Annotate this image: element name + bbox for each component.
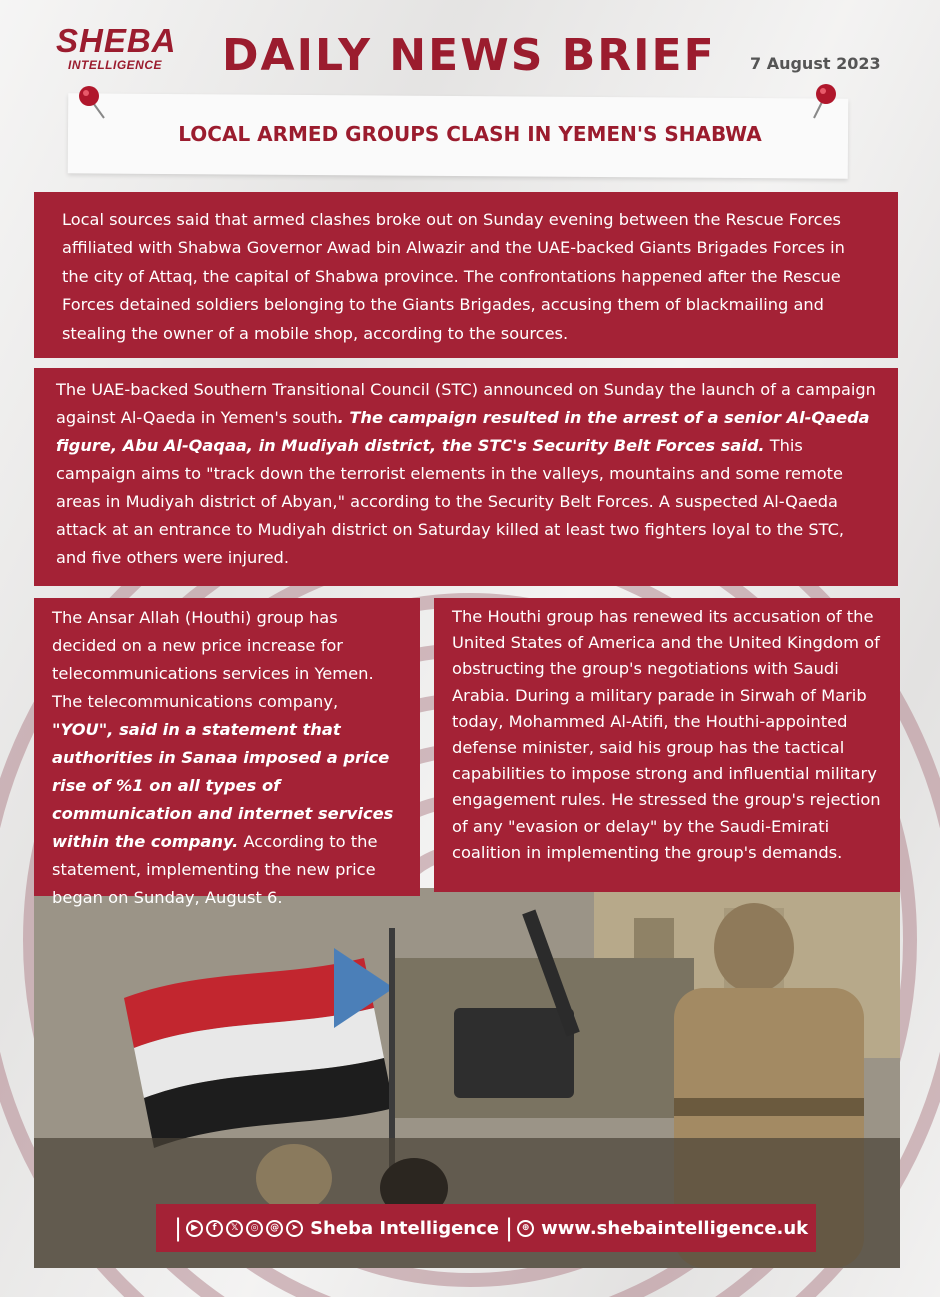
issue-date: 7 August 2023 xyxy=(750,54,881,73)
sheba-logo xyxy=(56,24,196,74)
divider: | xyxy=(174,1214,183,1242)
article-text-emphasis: . The campaign resulted in the arrest of a senior Al-Qaeda figure, Abu Al-Qaqaa, in Mudiyah district, the STC's Security Belt Forces said. xyxy=(56,408,870,455)
facebook-icon[interactable]: f xyxy=(206,1220,223,1237)
x-icon[interactable]: 𝕏 xyxy=(226,1220,243,1237)
article-text xyxy=(56,376,876,572)
telegram-icon[interactable]: ➤ xyxy=(286,1220,303,1237)
website-link[interactable]: www.shebaintelligence.uk xyxy=(541,1217,809,1239)
article-text: The Houthi group has renewed its accusation of the United States of America and the United Kingdom of obstructing the group's negotiations with Saudi Arabia. During a military parade in Sirwah of Marib today, Mohammed Al-Atifi, the Houthi-appointed defense minister, said his group has the tactical capabilities to impose strong and influential military engagement rules. He stressed the group's rejection of any "evasion or delay" by the Saudi-Emirati coalition in implementing the group's demands. xyxy=(452,607,881,862)
divider: | xyxy=(505,1214,514,1242)
article-text-lead: The Ansar Allah (Houthi) group has decided on a new price increase for telecommunications services in Yemen. The telecommunications company, xyxy=(52,608,374,711)
article-rescue-forces-clash xyxy=(34,192,898,358)
logo-wordmark: SHEBA xyxy=(56,22,177,59)
threads-icon[interactable]: @ xyxy=(266,1220,283,1237)
article-stc-campaign xyxy=(34,368,898,586)
article-telecom-price-rise xyxy=(34,598,420,907)
logo-subtitle: INTELLIGENCE xyxy=(68,58,163,72)
pushpin-icon xyxy=(802,80,844,122)
article-text-tail: This campaign aims to "track down the terrorist elements in the valleys, mountains and some remote areas in Mudiyah district of Abyan," according to the Security Belt Forces. A suspected Al-Qaeda attack at an entrance to Mudiyah district on Saturday killed at least two fighters loyal to the STC, and five others were injured. xyxy=(56,436,845,567)
article-text-tail: According to the statement, implementing the new price began on Sunday, August 6. xyxy=(52,832,378,907)
article-houthi-accusation xyxy=(434,598,900,892)
footer-brand-name: Sheba Intelligence xyxy=(310,1217,499,1239)
headline: LOCAL ARMED GROUPS CLASH IN YEMEN'S SHABWA xyxy=(178,122,762,146)
instagram-icon[interactable]: ◎ xyxy=(246,1220,263,1237)
pushpin-icon xyxy=(74,82,116,124)
youtube-icon[interactable]: ▶ xyxy=(186,1220,203,1237)
article-text-emphasis: "YOU", said in a statement that authorities in Sanaa imposed a price rise of %1 on all types of communication and internet services within the company. xyxy=(52,720,394,851)
footer-bar xyxy=(156,1204,816,1252)
page-title: DAILY NEWS BRIEF xyxy=(222,30,716,81)
article-text: Local sources said that armed clashes broke out on Sunday evening between the Rescue Forces affiliated with Shabwa Governor Awad bin Alwazir and the UAE-backed Giants Brigades Forces in the city of Attaq, the capital of Shabwa province. The confrontations happened after the Rescue Forces detained soldiers belonging to the Giants Brigades, accusing them of blackmailing and stealing the owner of a mobile shop, according to the sources. xyxy=(62,210,845,343)
globe-icon: ⊕ xyxy=(517,1220,534,1237)
article-text-lead: The UAE-backed Southern Transitional Council (STC) announced on Sunday the launch of a campaign against Al-Qaeda in Yemen's south xyxy=(56,380,876,427)
article-text xyxy=(52,604,402,912)
